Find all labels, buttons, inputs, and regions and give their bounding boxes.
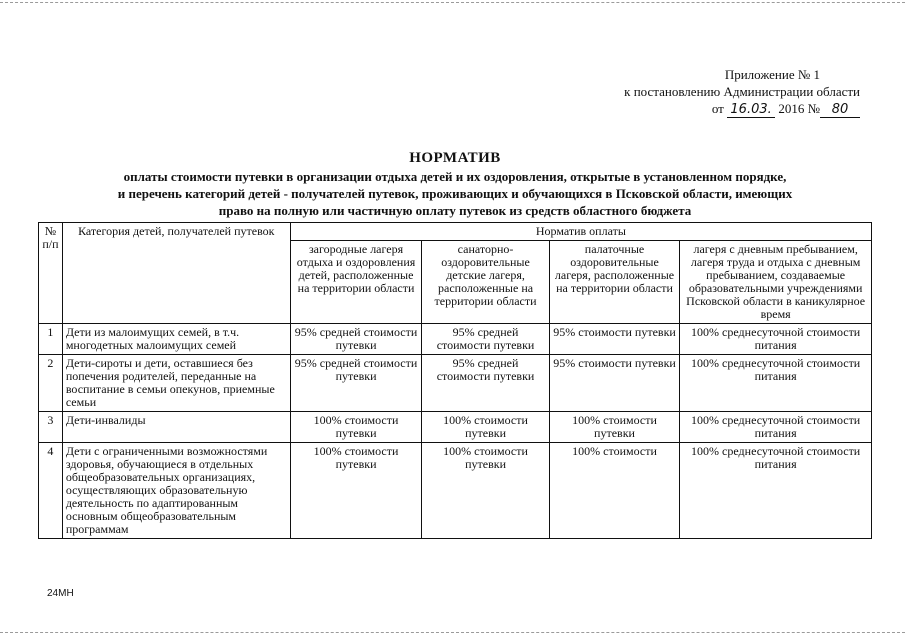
row-value: 95% средней стоимости путевки	[290, 355, 422, 412]
row-category: Дети из малоимущих семей, в т.ч. многодетных малоимущих семей	[62, 324, 290, 355]
scan-edge-top	[0, 2, 905, 4]
header-country-camps: загородные лагеря отдыха и оздоровления детей, расположенные на территории области	[290, 241, 422, 324]
document-title	[40, 148, 870, 219]
appendix-header	[560, 66, 860, 118]
header-tent-camps: палаточные оздоровительные лагеря, расположенные на территории области	[549, 241, 680, 324]
row-value: 100% среднесуточной стоимости питания	[680, 324, 872, 355]
scan-edge-bottom	[0, 632, 905, 634]
table-row	[39, 443, 872, 539]
row-number: 1	[39, 324, 63, 355]
row-value: 100% среднесуточной стоимости питания	[680, 355, 872, 412]
header-day-camps: лагеря с дневным пребыванием, лагеря труда и отдыха с дневным пребыванием, создаваемые образовательными учреждениями Псковской области в каникулярное время	[680, 241, 872, 324]
norms-table	[38, 222, 872, 539]
appendix-number: Приложение № 1	[724, 67, 820, 82]
appendix-date-line	[560, 100, 860, 118]
row-value: 100% стоимости путевки	[422, 443, 549, 539]
row-number: 4	[39, 443, 63, 539]
header-sanatorium-camps: санаторно-оздоровительные детские лагеря, расположенные на территории области	[422, 241, 549, 324]
appendix-decree-ref: к постановлению Администрации области	[624, 84, 860, 99]
row-number: 2	[39, 355, 63, 412]
table-row	[39, 355, 872, 412]
table-header-row	[39, 223, 872, 241]
row-value: 95% стоимости путевки	[549, 324, 680, 355]
row-value: 95% средней стоимости путевки	[290, 324, 422, 355]
row-value: 95% средней стоимости путевки	[422, 324, 549, 355]
handwritten-decree-number: 80	[820, 103, 860, 118]
decree-year: 2016 №	[778, 101, 820, 116]
title-main: НОРМАТИВ	[409, 150, 501, 166]
header-number: № п/п	[39, 223, 63, 324]
row-value: 100% стоимости	[549, 443, 680, 539]
table-row	[39, 412, 872, 443]
header-norm-group: Норматив оплаты	[290, 223, 871, 241]
handwritten-date: 16.03.	[727, 103, 775, 118]
header-category: Категория детей, получателей путевок	[62, 223, 290, 324]
document-code: 24МН	[47, 588, 74, 599]
row-value: 100% среднесуточной стоимости питания	[680, 412, 872, 443]
date-prefix: от	[711, 101, 724, 116]
row-value: 100% среднесуточной стоимости питания	[680, 443, 872, 539]
row-value: 100% стоимости путевки	[422, 412, 549, 443]
title-line-1: оплаты стоимости путевки в организации отдыха детей и их оздоровления, открытые в установленном порядке,	[123, 169, 787, 184]
row-category: Дети с ограниченными возможностями здоровья, обучающиеся в отдельных общеобразовательных организациях, осуществляющих образовательную деятельность по адаптированным основным общеобразовательным программам	[62, 443, 290, 539]
title-line-3: право на полную или частичную оплату путевок из средств областного бюджета	[218, 203, 692, 218]
row-category: Дети-инвалиды	[62, 412, 290, 443]
row-value: 95% средней стоимости путевки	[422, 355, 549, 412]
table-row	[39, 324, 872, 355]
title-line-2: и перечень категорий детей - получателей путевок, проживающих и обучающихся в Псковской области, имеющих	[117, 186, 793, 201]
row-value: 100% стоимости путевки	[549, 412, 680, 443]
row-value: 100% стоимости путевки	[290, 443, 422, 539]
row-number: 3	[39, 412, 63, 443]
row-value: 100% стоимости путевки	[290, 412, 422, 443]
row-value: 95% стоимости путевки	[549, 355, 680, 412]
row-category: Дети-сироты и дети, оставшиеся без попечения родителей, переданные на воспитание в семьи опекунов, приемные семьи	[62, 355, 290, 412]
